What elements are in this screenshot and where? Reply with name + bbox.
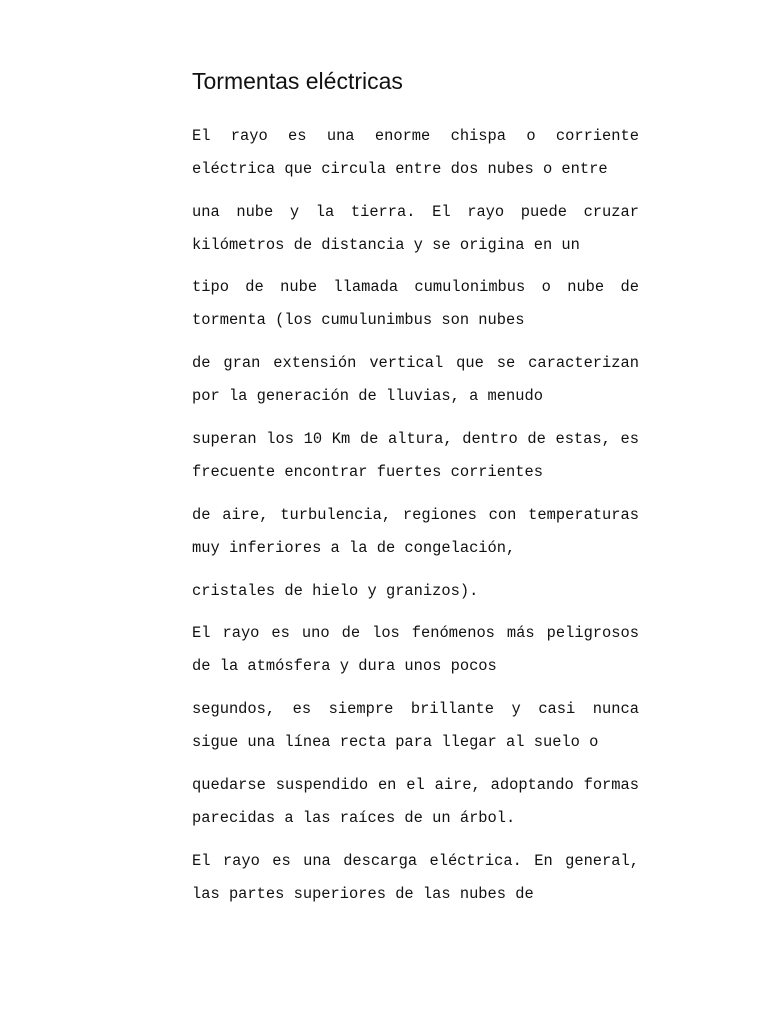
paragraph: [192, 617, 639, 683]
paragraph-line: una nube y la tierra. El rayo puede cruzar: [192, 203, 639, 221]
paragraph-line: las partes superiores de las nubes de: [192, 885, 534, 903]
paragraph: [192, 499, 639, 565]
paragraph-line: eléctrica que circula entre dos nubes o entre: [192, 160, 608, 178]
paragraph-line: superan los 10 Km de altura, dentro de estas, es: [192, 430, 639, 448]
paragraph-line: El rayo es uno de los fenómenos más peligrosos: [192, 624, 639, 642]
paragraph-line: El rayo es una descarga eléctrica. En general,: [192, 852, 639, 870]
paragraph: [192, 271, 639, 337]
paragraph: [192, 196, 639, 262]
paragraph-line: kilómetros de distancia y se origina en un: [192, 236, 580, 254]
page-title: Tormentas eléctricas: [192, 68, 403, 94]
paragraph: [192, 693, 639, 759]
paragraph-line: de aire, turbulencia, regiones con temperaturas: [192, 506, 639, 524]
paragraph-line: sigue una línea recta para llegar al suelo o: [192, 733, 599, 751]
paragraph-line: de gran extensión vertical que se caracterizan: [192, 354, 639, 372]
paragraph-line: tipo de nube llamada cumulonimbus o nube de: [192, 278, 639, 296]
paragraph-line: cristales de hielo y granizos).: [192, 582, 479, 600]
paragraph: [192, 769, 639, 835]
paragraph: [192, 120, 639, 186]
paragraph: [192, 423, 639, 489]
paragraph-line: por la generación de lluvias, a menudo: [192, 387, 543, 405]
paragraph-line: frecuente encontrar fuertes corrientes: [192, 463, 543, 481]
paragraph-line: muy inferiores a la de congelación,: [192, 539, 516, 557]
paragraph-line: segundos, es siempre brillante y casi nunca: [192, 700, 639, 718]
paragraph-line: tormenta (los cumulunimbus son nubes: [192, 311, 525, 329]
paragraph-line: El rayo es una enorme chispa o corriente: [192, 127, 639, 145]
paragraph-line: parecidas a las raíces de un árbol.: [192, 809, 516, 827]
paragraph-line: de la atmósfera y dura unos pocos: [192, 657, 497, 675]
paragraph: [192, 845, 639, 911]
paragraph: [192, 575, 639, 608]
paragraph: [192, 347, 639, 413]
paragraph-line: quedarse suspendido en el aire, adoptando formas: [192, 776, 639, 794]
